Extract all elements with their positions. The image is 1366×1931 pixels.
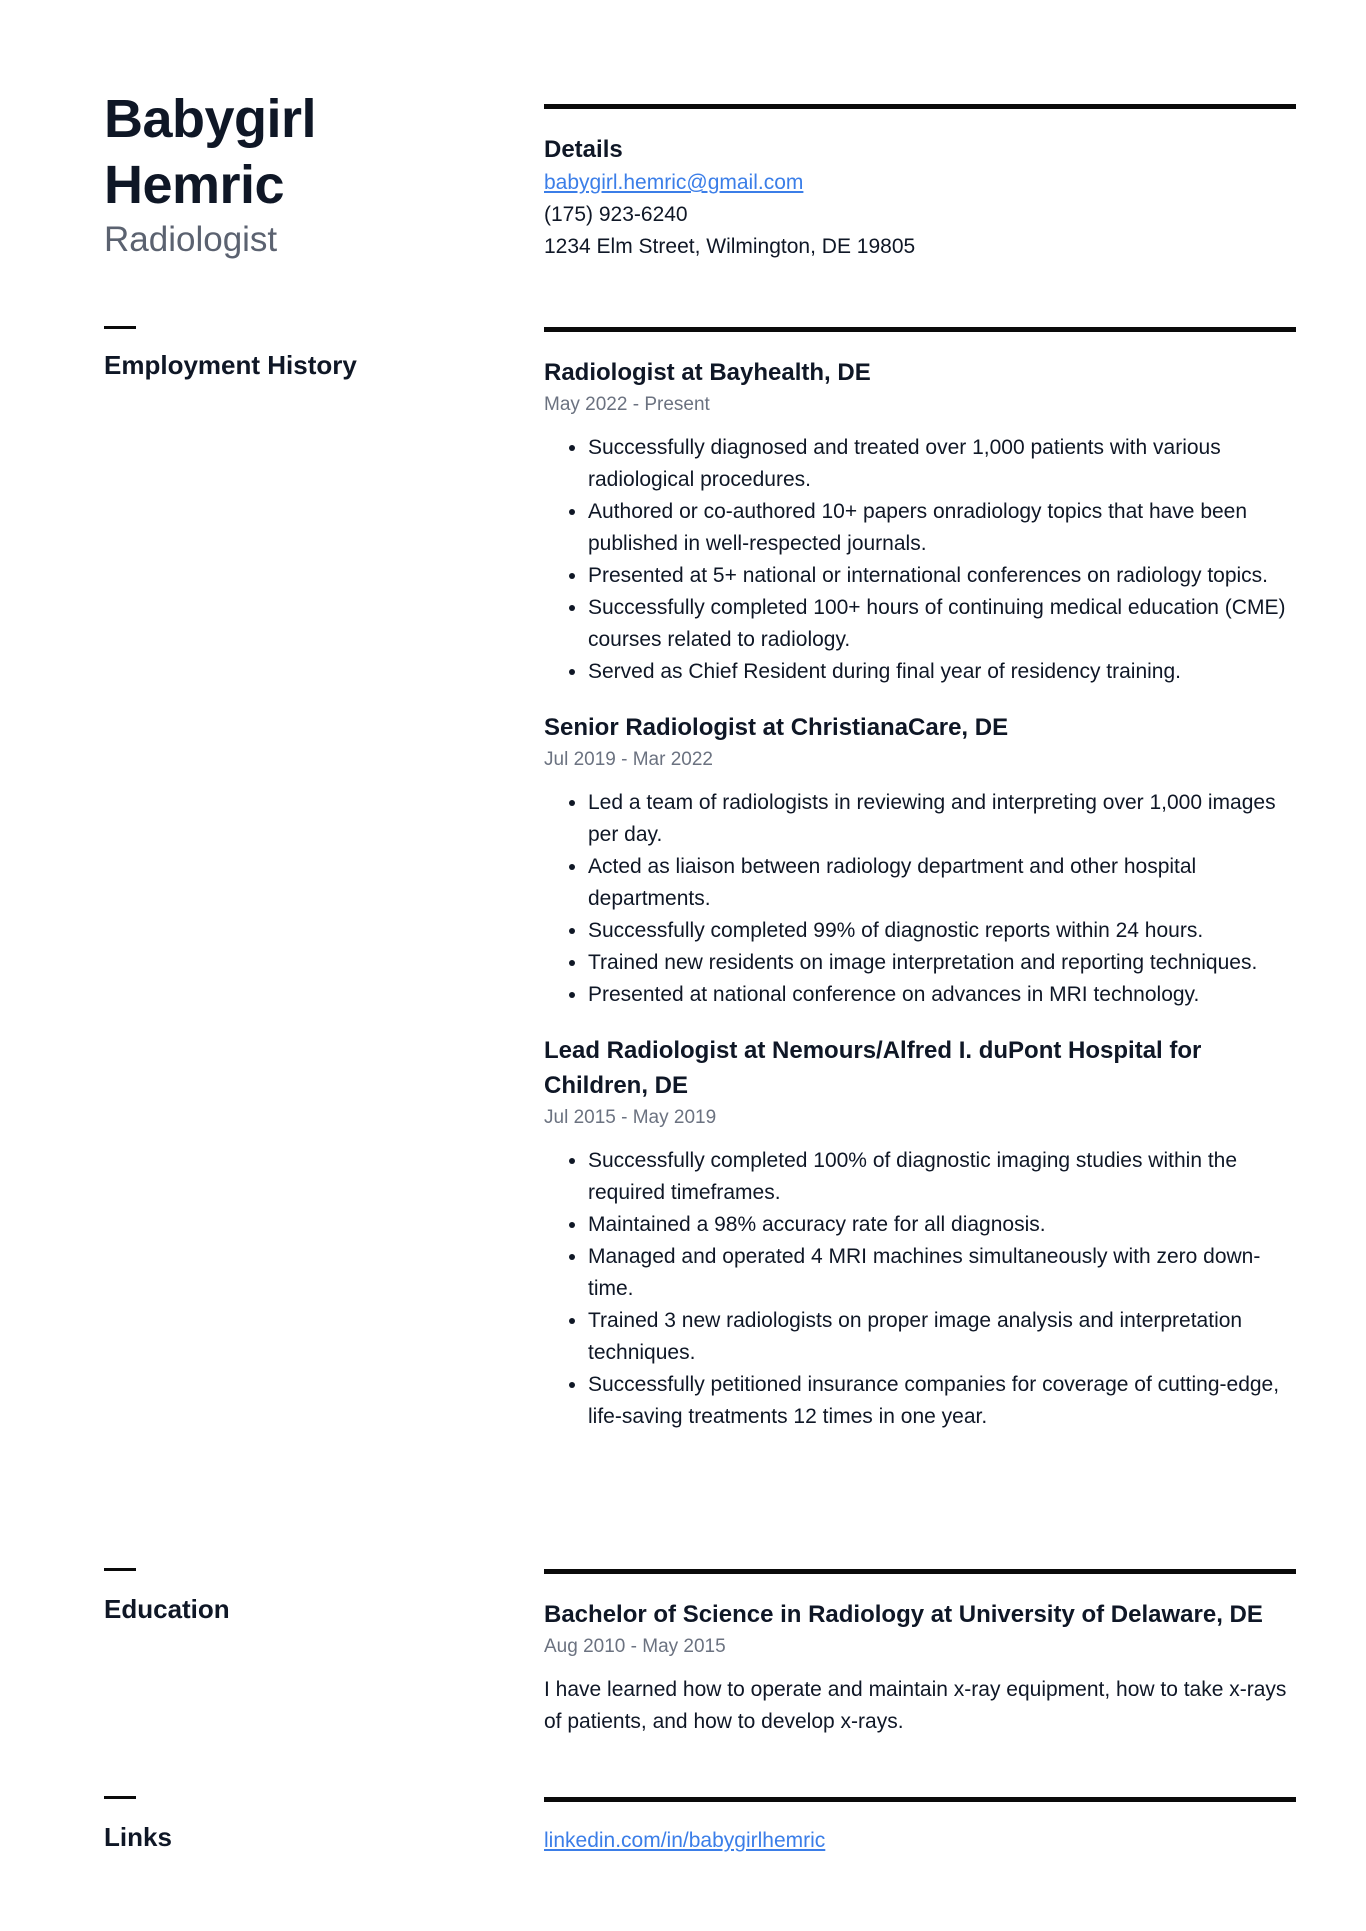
linkedin-link[interactable]: linkedin.com/in/babygirlhemric [544,1829,826,1852]
job-bullet: • Acted as liaison between radiology department and other hospital departments. [588,851,1296,915]
phone: (175) 923-6240 [544,203,688,226]
job-date: Jul 2015 - May 2019 [544,1107,717,1128]
education-date: Aug 2010 - May 2015 [544,1636,726,1657]
first-name: Babygirl [104,89,317,149]
candidate-name [104,86,316,218]
divider [544,104,1296,109]
address: 1234 Elm Street, Wilmington, DE 19805 [544,235,916,258]
employment-list [544,355,1296,1455]
employment-title: Employment History [104,350,357,380]
job-bullet: • Successfully petitioned insurance companies for coverage of cutting-edge, life-saving treatments 12 times in one year. [588,1369,1296,1433]
links-title: Links [104,1822,172,1852]
candidate-role: Radiologist [104,220,278,259]
section-dash [104,1796,136,1799]
job-bullet: • Presented at national conference on advances in MRI technology. [588,979,1296,1011]
education-description: I have learned how to operate and maintain x-ray equipment, how to take x-rays of patients, and how to develop x-rays. [544,1678,1287,1733]
job-bullet: • Maintained a 98% accuracy rate for all diagnosis. [588,1209,1296,1241]
job-bullet: • Successfully completed 99% of diagnostic reports within 24 hours. [588,915,1296,947]
job-date: May 2022 - Present [544,394,710,415]
education-section [544,1597,1296,1738]
job-bullet: • Trained 3 new radiologists on proper image analysis and interpretation techniques. [588,1305,1296,1369]
job-entry [544,355,1296,688]
job-bullet: • Presented at 5+ national or international conferences on radiology topics. [588,560,1296,592]
job-entry [544,1033,1296,1433]
section-dash [104,326,136,329]
divider [544,1569,1296,1574]
job-bullet: • Successfully completed 100+ hours of continuing medical education (CME) courses related to radiology. [588,592,1296,656]
job-bullet: • Managed and operated 4 MRI machines simultaneously with zero down-time. [588,1241,1296,1305]
job-bullet: • Successfully completed 100% of diagnostic imaging studies within the required timeframes. [588,1145,1296,1209]
last-name: Hemric [104,155,285,215]
divider [544,1797,1296,1802]
job-bullet: • Trained new residents on image interpretation and reporting techniques. [588,947,1296,979]
job-bullet: • Successfully diagnosed and treated over 1,000 patients with various radiological procedures. [588,432,1296,496]
job-title: Radiologist at Bayhealth, DE [544,359,871,386]
job-entry [544,710,1296,1011]
job-bullets [544,432,1296,688]
details-title: Details [544,136,623,163]
divider [544,327,1296,332]
details-section [544,132,1296,263]
degree-title: Bachelor of Science in Radiology at University of Delaware, DE [544,1601,1263,1628]
job-date: Jul 2019 - Mar 2022 [544,749,713,770]
job-bullets [544,1145,1296,1433]
job-bullet: • Authored or co-authored 10+ papers onradiology topics that have been published in well-respected journals. [588,496,1296,560]
job-bullet: • Served as Chief Resident during final year of residency training. [588,656,1296,688]
job-title: Lead Radiologist at Nemours/Alfred I. duPont Hospital for Children, DE [544,1037,1202,1099]
email-link[interactable]: babygirl.hemric@gmail.com [544,171,804,194]
job-title: Senior Radiologist at ChristianaCare, DE [544,714,1009,741]
links-section [544,1825,1296,1857]
job-bullet: • Led a team of radiologists in reviewing and interpreting over 1,000 images per day. [588,787,1296,851]
job-bullets [544,787,1296,1011]
section-dash [104,1568,136,1571]
education-title: Education [104,1594,230,1624]
